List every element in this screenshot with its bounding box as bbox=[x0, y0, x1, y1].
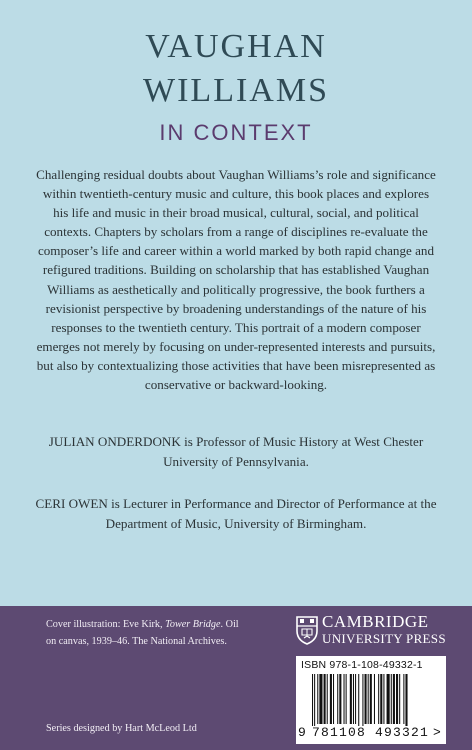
barcode-bar bbox=[324, 674, 326, 724]
barcode-bar bbox=[355, 674, 356, 724]
barcode-bar bbox=[399, 674, 400, 724]
subtitle: IN CONTEXT bbox=[159, 120, 313, 145]
barcode-bar bbox=[353, 674, 354, 724]
barcode-bar bbox=[365, 674, 367, 724]
credit-suffix: . Oil on canvas, 1939–46. The National Archives. bbox=[46, 619, 239, 647]
editor-bio-text: is Professor of Music History at West Chester University of Pennsylvania. bbox=[163, 434, 424, 469]
barcode-bar bbox=[378, 674, 379, 724]
barcode-bar bbox=[380, 674, 382, 724]
editor-bio-text: is Lecturer in Performance and Director of Performance at the Department of Music, University of Birmingham. bbox=[105, 496, 437, 531]
barcode-bar bbox=[314, 674, 315, 726]
footer-band bbox=[0, 606, 472, 750]
barcode-bar bbox=[333, 674, 334, 724]
barcode-bar bbox=[387, 674, 390, 724]
barcode-bar bbox=[358, 674, 359, 726]
barcode-bar bbox=[317, 674, 318, 724]
book-description: Challenging residual doubts about Vaughan Williams’s role and significance within twentieth-century music and culture, this book places and explores his life and music in their broad musical, cultural, social, and political contexts. Chapters by scholars from a range of disciplines re-evaluate the composer’s life and career within a world marked by both rapid change and refigured traditions. Building on scholarship that has established Vaughan Williams as aesthetically and politically progressive, the book furthers a revisionist perspective by broadening understandings of the nature of his responses to the twentieth century. This portrait of a modern composer emerges not merely by focusing on under-represented interests and pursuits, but also by contextualizing those activities that have been misrepresented as conservative or backward-looking. bbox=[36, 167, 436, 393]
barcode-bar bbox=[330, 674, 332, 724]
publisher-name-line-2: UNIVERSITY PRESS bbox=[322, 631, 446, 646]
barcode-bar bbox=[362, 674, 363, 726]
barcode-bar bbox=[346, 674, 347, 724]
cover-illustration-credit bbox=[46, 616, 251, 650]
publisher-name-line-1: CAMBRIDGE bbox=[322, 612, 429, 631]
barcode-bar bbox=[339, 674, 341, 724]
barcode-bars bbox=[300, 674, 442, 726]
barcode-bar bbox=[374, 674, 375, 724]
editor-name: JULIAN ONDERDONK bbox=[48, 434, 181, 449]
barcode-bar bbox=[396, 674, 398, 724]
barcode-bar bbox=[370, 674, 372, 724]
title-line-2: WILLIAMS bbox=[143, 72, 329, 109]
editor-name: CERI OWEN bbox=[35, 496, 108, 511]
editor-bio-onderdonk bbox=[34, 432, 438, 471]
cambridge-shield-icon bbox=[295, 615, 319, 645]
credit-artwork-title: Tower Bridge bbox=[165, 619, 221, 630]
barcode-group-2: 493321 bbox=[375, 725, 430, 740]
barcode-bar bbox=[319, 674, 322, 724]
barcode-lead-digit: 9 bbox=[298, 725, 306, 740]
barcode-bar bbox=[391, 674, 392, 724]
barcode-bar bbox=[405, 674, 407, 726]
barcode-bar bbox=[344, 674, 345, 724]
barcode-bar bbox=[350, 674, 352, 724]
series-design-credit: Series designed by Hart McLeod Ltd bbox=[46, 723, 197, 734]
title-line-1: VAUGHAN bbox=[145, 28, 327, 65]
barcode-tail: > bbox=[433, 725, 441, 740]
barcode-bar bbox=[337, 674, 338, 724]
barcode-group-1: 781108 bbox=[312, 725, 367, 740]
barcode-bar bbox=[312, 674, 313, 726]
barcode-bar bbox=[393, 674, 395, 724]
barcode-bar bbox=[403, 674, 404, 724]
barcode bbox=[296, 656, 446, 744]
credit-prefix: Cover illustration: Eve Kirk, bbox=[46, 619, 166, 630]
barcode-bar bbox=[368, 674, 369, 724]
barcode-bar bbox=[383, 674, 384, 724]
isbn-label: ISBN 978-1-108-49332-1 bbox=[301, 659, 423, 671]
editor-bio-owen bbox=[34, 494, 438, 533]
barcode-bar bbox=[327, 674, 328, 724]
